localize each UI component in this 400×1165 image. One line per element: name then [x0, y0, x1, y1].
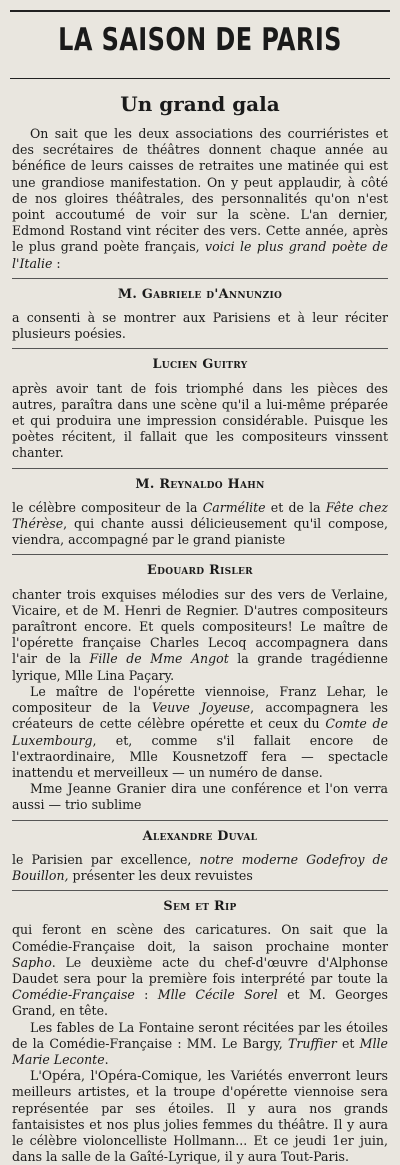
- paragraph: Mme Jeanne Granier dira une conférence et l'on verra aussi — trio sublime: [12, 781, 388, 813]
- performer-name: Sem et Rip: [163, 899, 237, 915]
- paragraph: Le maître de l'opérette viennoise, Franz Lehar, le compositeur de la Veuve Joyeuse, accompagnera les créateurs de cette célèbre opérette et ceux du Comte de Luxembourg, et, comme s'il fallait encore de l'extraordinaire, Mlle Kousnetzoff fera — spectacle inattendu et merveilleux — un numéro de danse.: [12, 683, 389, 780]
- separator: [12, 820, 388, 821]
- article-body: [12, 126, 388, 1165]
- article-headline: Un grand gala: [120, 92, 280, 116]
- title-rule: [10, 78, 390, 79]
- paragraph: après avoir tant de fois triomphé dans les pièces des autres, paraîtra dans une scène qu'il a lui-même préparée et qui produira une impression considérable. Puisque les poètes récitent, il fallait que les compositeurs vinssent chanter.: [12, 380, 388, 461]
- performer-name: Edouard Risler: [147, 563, 253, 579]
- separator: [12, 554, 388, 555]
- performer-name: M. Reynaldo Hahn: [135, 476, 265, 492]
- separator: [12, 348, 388, 349]
- performer-name: Lucien Guitry: [152, 357, 248, 373]
- performer-name: M. Gabriele d'Annunzio: [117, 286, 283, 302]
- paragraph: Les fables de La Fontaine seront récitées par les étoiles de la Comédie-Française : MM. Le Bargy, Truffier et Mlle Marie Leconte.: [12, 1019, 388, 1067]
- paragraph: a consenti à se montrer aux Parisiens et à leur réciter plusieurs poésies.: [12, 310, 388, 342]
- paragraph: le Parisien par excellence, notre moderne Godefroy de Bouillon, présenter les deux revuistes: [12, 851, 388, 883]
- paragraph: L'Opéra, l'Opéra-Comique, les Variétés enverront leurs meilleurs artistes, et la troupe d'opérette viennoise sera représentée par ses étoiles. Il y aura nos grands fantaisistes et nos plus jolies femmes du théâtre. Il y aura le célèbre violoncelliste Hollmann... Et ce jeudi 1er juin, dans la salle de la Gaîté-Lyrique, il y aura Tout-Paris.: [12, 1068, 388, 1165]
- paragraph: chanter trois exquises mélodies sur des vers de Verlaine, Vicaire, et de M. Henri de Regnier. D'autres compositeurs paraîtront encore. Et quels compositeurs! Le maître de l'opérette française Charles Lecoq accompagnera dans l'air de la Fille de Mme Angot la grande tragédienne lyrique, Mlle Lina Paçary.: [12, 586, 388, 683]
- intro-paragraph: On sait que les deux associations des courriéristes et des secrétaires de théâtres donnent chaque année au bénéfice de leurs caisses de retraites une matinée qui est une grandiose manifestation. On y peut applaudir, à côté de nos gloires théâtrales, des personnalités qu'on n'est point accoutumé de voir sur la scène. L'an dernier, Edmond Rostand vint réciter des vers. Cette année, après le plus grand poète français, voici le plus grand poète de l'Italie :: [12, 126, 388, 271]
- paragraph: le célèbre compositeur de la Carmélite et de la Fête chez Thérèse, qui chante aussi délicieusement qu'il compose, viendra, accompagné par le grand pianiste: [12, 499, 388, 548]
- paragraph: qui feront en scène des caricatures. On sait que la Comédie-Française doit, la saison prochaine monter Sapho. Le deuxième acte du chef-d'œuvre d'Alphonse Daudet sera pour la première fois interprété par toute la Comédie-Française : Mlle Cécile Sorel et M. Georges Grand, en tête.: [12, 922, 388, 1019]
- performer-name: Alexandre Duval: [142, 828, 258, 844]
- section-title: LA SAISON DE PARIS: [58, 22, 342, 58]
- top-rule: [10, 10, 390, 12]
- separator: [12, 278, 388, 279]
- separator: [12, 468, 388, 469]
- separator: [12, 890, 388, 891]
